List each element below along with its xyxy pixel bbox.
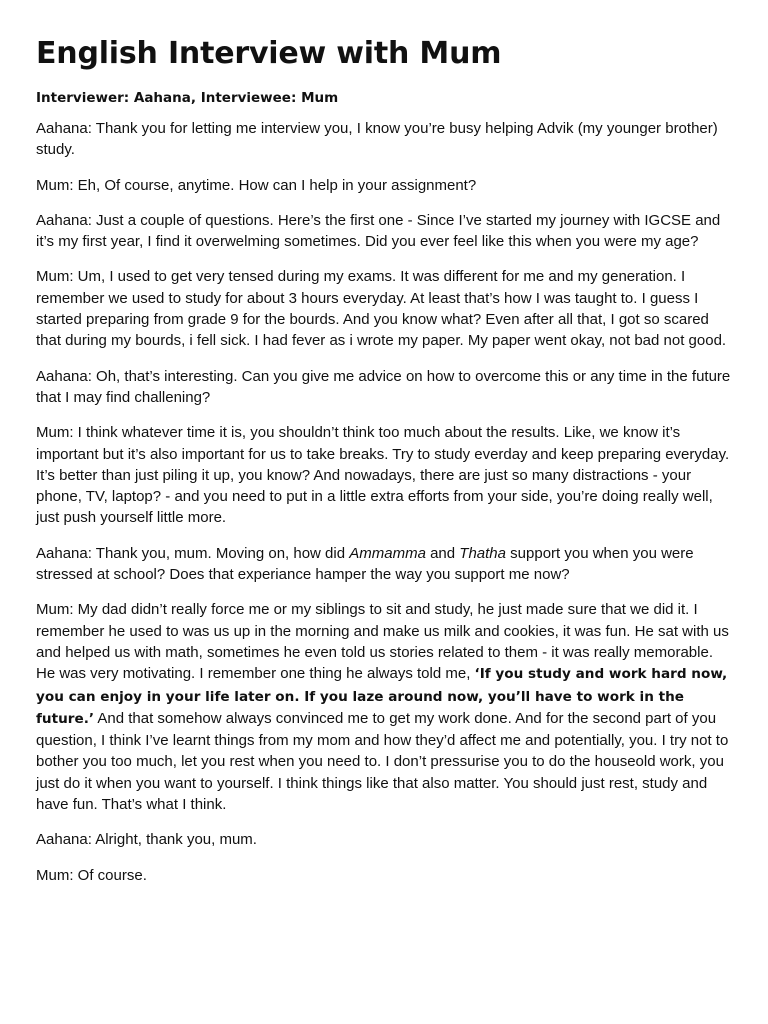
- paragraph-7: [36, 543, 736, 586]
- paragraph-8-text-b: And that somehow always convinced me to get my work done. And for the second part of you question, I think I’ve learnt things from my mom and how they’d affect me and potentially, you. I try not to bother you too much, let you rest when you need to. I don’t pressurise you to do the houseold work, you just do it when you want to yourself. I think things like that also matter. You should just rest, study and have fun. That’s what I think.: [36, 709, 729, 814]
- paragraph-3: Aahana: Just a couple of questions. Here’s the first one - Since I’ve started my journey with IGCSE and it’s my first year, I find it overwelming sometimes. Did you ever feel like this when you were my age?: [36, 211, 721, 251]
- ammamma-term: Ammamma: [349, 544, 426, 562]
- paragraph-8-text-a: Mum: My dad didn’t really force me or my siblings to sit and study, he just made sure that we did it. I remember he used to was us up in the morning and make us milk and cookies, it was fun. He sat with us and helped us with math, sometimes he even told us stories related to them - it was really memorable. He was very motivating. I remember one thing he always told me,: [36, 601, 729, 683]
- paragraph-6: Mum: I think whatever time it is, you shouldn’t think too much about the results. Like, we know it’s important but it’s also important for us to take breaks. Try to study everday and keep preparing everyday. It’s better than just piling it up, you know? And nowadays, there are just so many distractions - your phone, TV, laptop? - and you need to put in a little extra efforts from your side, you’re doing really well, just push yourself little more.: [36, 424, 730, 527]
- document-page: [36, 34, 736, 900]
- bold-quote: ‘If you study and work hard now, you can enjoy in your life later on. If you laze around now, you’ll have to work in the future.’: [36, 666, 728, 727]
- paragraph-7-text-b: and: [425, 544, 460, 562]
- paragraph-10: Mum: Of course.: [36, 866, 147, 884]
- thatha-term: Thatha: [459, 544, 506, 562]
- paragraph-1: Aahana: Thank you for letting me interview you, I know you’re busy helping Advik (my younger brother) study.: [36, 120, 718, 159]
- participants-line: Interviewer: Aahana, Interviewee: Mum: [36, 90, 339, 106]
- paragraph-4: Mum: Um, I used to get very tensed during my exams. It was different for me and my generation. I remember we used to study for about 3 hours everyday. At least that’s how I was taught to. I guess I started preparing from grade 9 for the bourds. And you know what? Even after all that, I got so scared that during my bourds, i fell sick. I had fever as i wrote my paper. My paper went okay, not bad not good.: [36, 268, 727, 350]
- paragraph-5: Aahana: Oh, that’s interesting. Can you give me advice on how to overcome this or any time in the future that I may find challening?: [36, 367, 731, 406]
- paragraph-8: [36, 599, 736, 815]
- paragraph-2: Mum: Eh, Of course, anytime. How can I help in your assignment?: [36, 176, 477, 194]
- paragraph-7-text-c: support you when you were stressed at school? Does that experiance hamper the way you support me now?: [36, 544, 694, 584]
- page-title: English Interview with Mum: [36, 36, 502, 71]
- paragraph-7-text-a: Aahana: Thank you, mum. Moving on, how did: [36, 544, 350, 562]
- paragraph-9: Aahana: Alright, thank you, mum.: [36, 831, 257, 849]
